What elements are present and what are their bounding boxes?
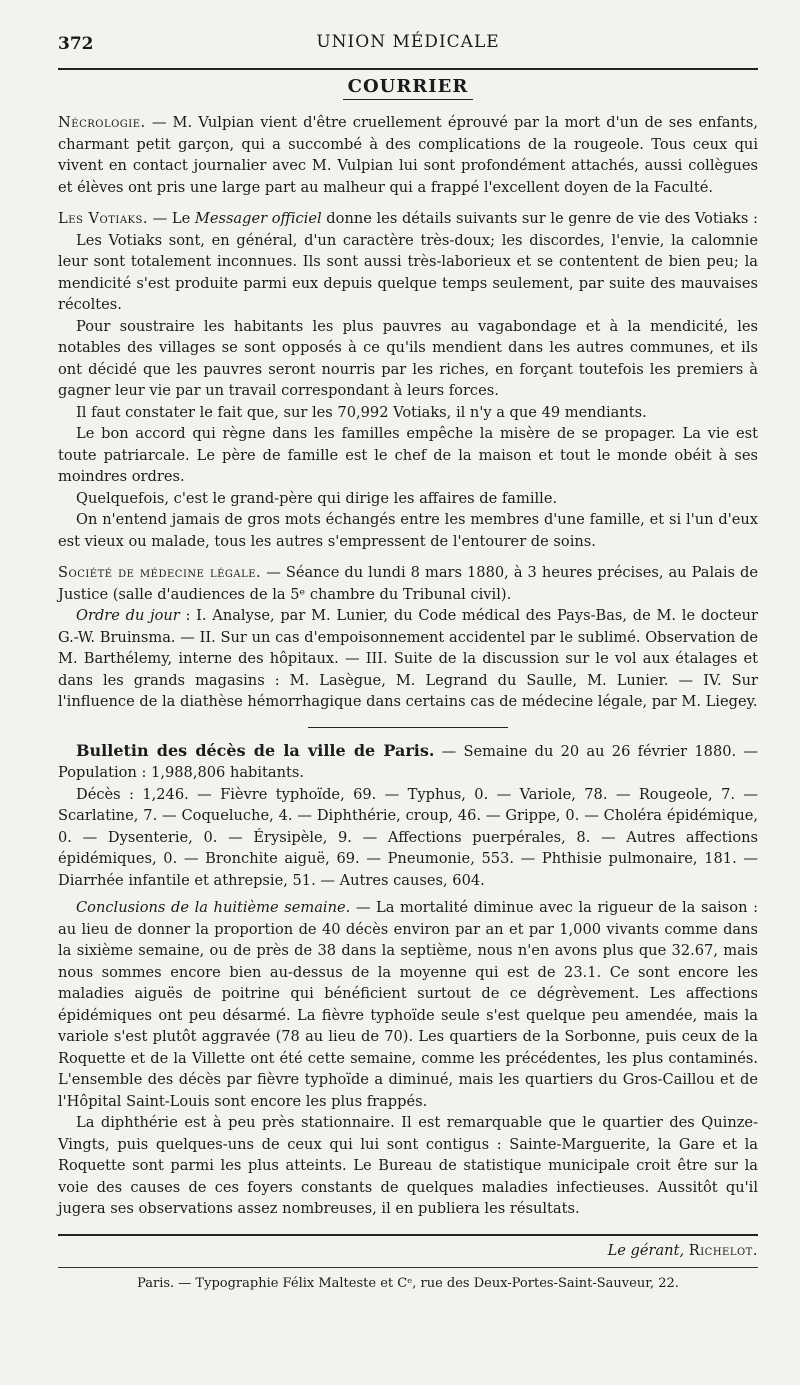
ordre-du-jour-label: Ordre du jour bbox=[76, 607, 180, 624]
societe-paragraph bbox=[58, 562, 758, 605]
imprint-rule bbox=[58, 1267, 758, 1268]
footer-rule bbox=[58, 1234, 758, 1236]
votiaks-paragraph: On n'entend jamais de gros mots échangés entre les membres d'une famille, et si l'un d'eux est vieux ou malade, tous les autres s'empressent de l'entourer de soins. bbox=[58, 511, 758, 550]
bulletin-deces: Décès : 1,246. — Fièvre typhoïde, 69. — Typhus, 0. — Variole, 78. — Rougeole, 7. — Scarlatine, 7. — Coqueluche, 4. — Diphthérie, croup, 46. — Grippe, 0. — Choléra épidémique, 0. — Dysenterie, 0. — Érysipèle, 9. — Affections puerpérales, 8. — Autres affections épidémiques, 0. — Bronchite aiguë, 69. — Pneumonie, 553. — Phthisie pulmonaire, 181. — Diarrhée infantile et athrepsie, 51. — Autres causes, 604. bbox=[58, 785, 758, 889]
votiaks-paragraph: Pour soustraire les habitants les plus pauvres au vagabondage et à la mendicité, les notables des villages se sont opposés à ce qu'ils mendient dans les autres communes, et ils ont décidé que les pauvres seront nourris par les riches, en forçant toutefois les premiers à gagner leur vie par un travail correspondant à leurs forces. bbox=[58, 317, 758, 399]
title-underline bbox=[343, 99, 473, 100]
societe-text: — Séance du lundi 8 mars 1880, à 3 heures précises, au Palais de Justice (salle d'audiences de la 5ᵉ chambre du Tribunal civil). bbox=[58, 564, 759, 603]
votiaks-source: Messager officiel bbox=[194, 210, 322, 227]
header-rule bbox=[58, 68, 758, 70]
votiaks-intro-b: donne les détails suivants sur le genre de vie des Votiaks : bbox=[321, 210, 758, 227]
votiaks-intro-a: — Le bbox=[148, 210, 195, 227]
running-title: UNION MÉDICALE bbox=[316, 32, 500, 52]
signature-name: Richelot. bbox=[688, 1241, 758, 1259]
bulletin-diphtherie: La diphthérie est à peu près stationnaire. Il est remarquable que le quartier des Quinze-Vingts, puis quelques-uns de ceux qui lui sont contigus : Sainte-Marguerite, la Gare et la Roquette sont parmi les plus atteints. Le Bureau de statistique municipale croit être sur la voie des causes de ces foyers constants de quelques maladies infectieuses. Aussitôt qu'il jugera ses observations assez nombreuses, il en publiera les résultats. bbox=[58, 1114, 758, 1217]
section-divider bbox=[308, 727, 508, 728]
signature bbox=[58, 1242, 758, 1259]
societe-label: Société de médecine légale. bbox=[58, 564, 262, 581]
necrologie-label: Nécrologie. bbox=[58, 114, 146, 131]
conclusions-text: — La mortalité diminue avec la rigueur de la saison : au lieu de donner la proportion de 40 décès environ par an et par 1,000 vivants comme dans la sixième semaine, ou de près de 38 dans la septième, nous n'en avons plus que 32.67, mais nous sommes encore bien au-dessus de la moyenne qui est de 23.1. Ce sont encore les maladies aiguës de poitrine qui bénéficient surtout de ce dégrèvement. Les affections épidémiques ont peu désarmé. La fièvre typhoïde seule s'est quelque peu amendée, mais la variole s'est plutôt aggravée (78 au lieu de 70). Les quartiers de la Sorbonne, puis ceux de la Roquette et de la Villette ont été cette semaine, comme les précédentes, les plus contaminés. L'ensemble des décès par fièvre typhoïde a diminué, mais les quartiers du Gros-Caillou et de l'Hôpital Saint-Louis sont encore les plus frappés. bbox=[58, 899, 758, 1110]
ordre-du-jour-text: : I. Analyse, par M. Lunier, du Code médical des Pays-Bas, de M. le docteur G.-W. Bruinsma. — II. Sur un cas d'empoisonnement accidentel par le sublimé. Observation de M. Barthélemy, interne des hôpitaux. — III. Suite de la discussion sur le vol aux étalages et dans les grands magasins : M. Lasègue, M. Legrand du Saulle, M. Lunier. — IV. Sur l'influence de la diathèse hémorrhagique dans certains cas de médecine légale, par M. Liegey. bbox=[58, 607, 758, 710]
votiaks-paragraph: Quelquefois, c'est le grand-père qui dirige les affaires de famille. bbox=[76, 489, 558, 507]
signature-label: Le gérant, bbox=[607, 1241, 685, 1259]
votiaks-paragraph: Le bon accord qui règne dans les familles empêche la misère de se propager. La vie est toute patriarcale. Le père de famille est le chef de la maison et tout le monde obéit à ses moindres ordres. bbox=[58, 425, 758, 485]
votiaks-intro bbox=[58, 208, 758, 230]
imprint: Paris. — Typographie Félix Malteste et Cᵉ, rue des Deux-Portes-Saint-Sauveur, 22. bbox=[137, 1275, 679, 1291]
bulletin-title-rest: — Semaine du 20 au 26 février 1880. — Population : 1,988,806 habitants. bbox=[58, 742, 758, 781]
bulletin-title: Bulletin des décès de la ville de Paris. bbox=[76, 740, 435, 760]
page-number: 372 bbox=[58, 34, 94, 54]
bulletin-heading bbox=[58, 740, 758, 784]
votiaks-paragraph: Il faut constater le fait que, sur les 70,992 Votiaks, il n'y a que 49 mendiants. bbox=[76, 403, 647, 421]
conclusions-label: Conclusions de la huitième semaine. bbox=[76, 899, 351, 916]
section-title: COURRIER bbox=[347, 76, 469, 97]
ordre-du-jour-paragraph bbox=[58, 605, 758, 713]
necrologie-paragraph bbox=[58, 112, 758, 198]
page-header bbox=[58, 28, 758, 58]
votiaks-label: Les Votiaks. bbox=[58, 210, 149, 227]
page bbox=[58, 28, 758, 1291]
necrologie-text: — M. Vulpian vient d'être cruellement éprouvé par la mort d'un de ses enfants, charmant petit garçon, qui a succombé à des complications de la rougeole. Tous ceux qui vivent en contact journalier avec M. Vulpian lui sont profondément attachés, aussi collègues et élèves ont pris une large part au malheur qui a frappé l'excellent doyen de la Faculté. bbox=[58, 114, 758, 196]
bulletin-conclusions bbox=[58, 897, 758, 1112]
votiaks-paragraph: Les Votiaks sont, en général, d'un caractère très-doux; les discordes, l'envie, la calomnie leur sont totalement inconnues. Ils sont aussi très-laborieux et se contentent de bien peu; la mendicité s'est produite parmi eux depuis quelque temps seulement, par suite des mauvaises récoltes. bbox=[58, 231, 758, 313]
